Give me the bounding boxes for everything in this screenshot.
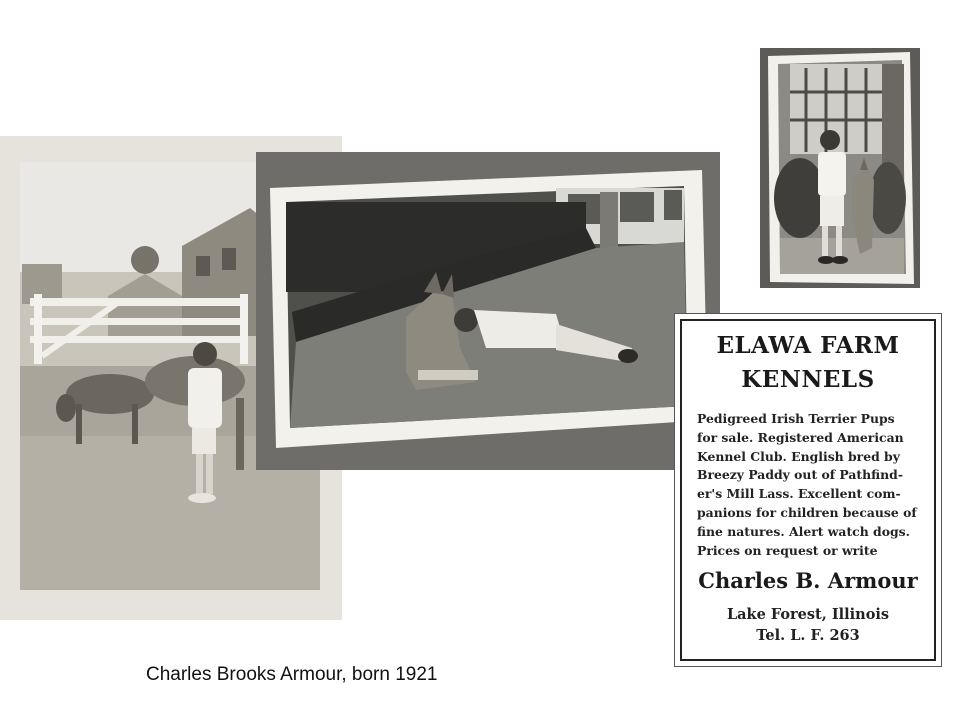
ad-body-line: Prices on request or write [697, 542, 878, 558]
caption: Charles Brooks Armour, born 1921 [146, 664, 438, 685]
photo-boy-with-dog [256, 152, 720, 470]
ad-title-line-2: KENNELS [741, 366, 875, 393]
ad-telephone: Tel. L. F. 263 [756, 627, 860, 644]
ad-body-line: for sale. Registered American [697, 429, 904, 445]
kennel-advertisement [674, 313, 942, 667]
ad-body-line: Kennel Club. English bred by [697, 448, 900, 464]
ad-body-line: Breezy Paddy out of Pathfind- [697, 467, 903, 483]
ad-body-line: panions for children because of [697, 504, 917, 520]
ad-body [697, 410, 927, 560]
ad-body-line: er's Mill Lass. Excellent com- [697, 486, 901, 502]
photo-boy-standing-with-dog [760, 48, 920, 288]
ad-body-line: Pedigreed Irish Terrier Pups [697, 411, 895, 426]
ad-title-line-1: ELAWA FARM [716, 332, 900, 359]
ad-address: Lake Forest, Illinois [726, 606, 890, 623]
ad-contact-name: Charles B. Armour [698, 568, 918, 593]
ad-body-line: fine natures. Alert watch dogs. [697, 523, 910, 539]
